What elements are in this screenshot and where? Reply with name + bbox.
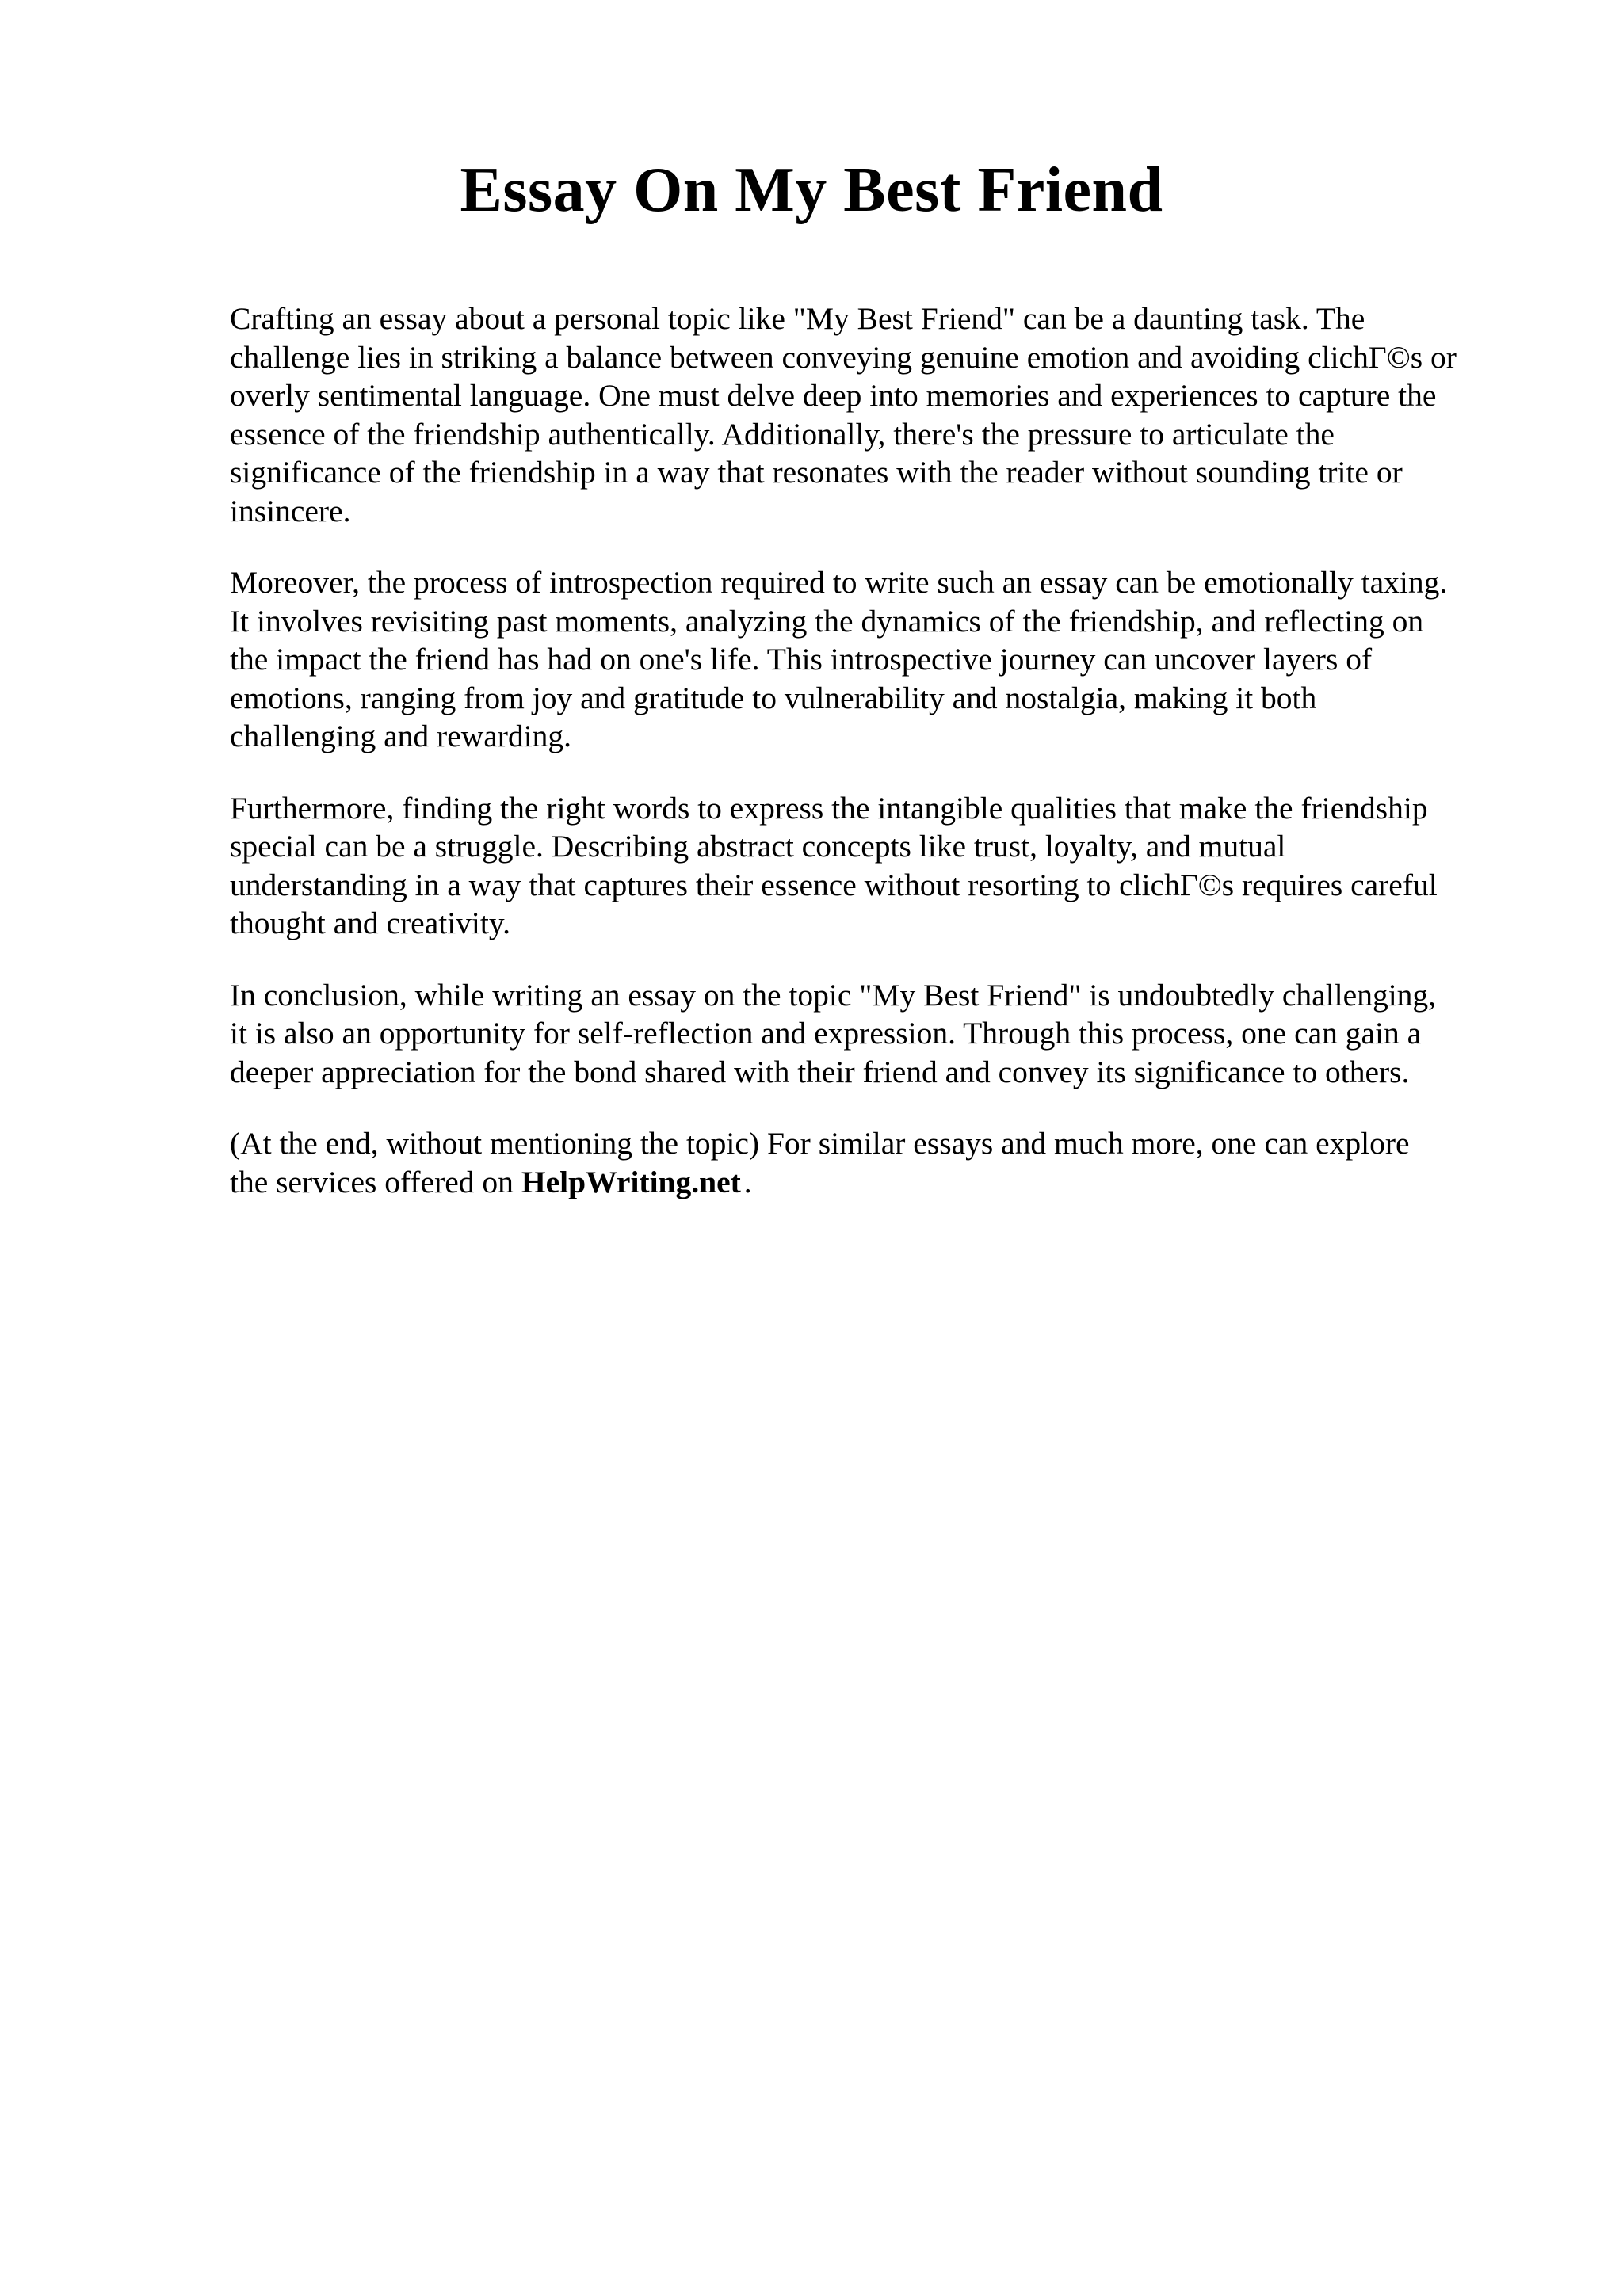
paragraph-line: Crafting an essay about a personal topic like "My Best Friend" can be a daunting task. The xyxy=(230,301,1365,336)
paragraph-line: challenging and rewarding. xyxy=(230,719,572,753)
document-body xyxy=(230,299,1514,1234)
paragraph-line: In conclusion, while writing an essay on the topic "My Best Friend" is undoubtedly challenging, xyxy=(230,977,1437,1013)
paragraph-line: insincere. xyxy=(230,493,351,528)
paragraph-line: thought and creativity. xyxy=(230,906,510,940)
closing-line: (At the end, without mentioning the topic) For similar essays and much more, one can explore xyxy=(230,1126,1410,1161)
paragraph-2 xyxy=(230,563,1514,756)
paragraph-line: Moreover, the process of introspection required to write such an essay can be emotionally taxing. xyxy=(230,565,1448,600)
paragraph-line: challenge lies in striking a balance between conveying genuine emotion and avoiding clichΓ©s or xyxy=(230,339,1457,375)
paragraph-line: It involves revisiting past moments, analyzing the dynamics of the friendship, and reflecting on xyxy=(230,603,1424,639)
closing-paragraph xyxy=(230,1124,1514,1201)
paragraph-4 xyxy=(230,976,1514,1092)
paragraph-line: the impact the friend has had on one's life. This introspective journey can uncover layers of xyxy=(230,642,1373,677)
paragraph-1 xyxy=(230,299,1514,530)
paragraph-line: special can be a struggle. Describing abstract concepts like trust, loyalty, and mutual xyxy=(230,829,1286,864)
paragraph-line: emotions, ranging from joy and gratitude to vulnerability and nostalgia, making it both xyxy=(230,680,1317,715)
paragraph-line: overly sentimental language. One must delve deep into memories and experiences to capture the xyxy=(230,378,1437,413)
helpwriting-link[interactable]: HelpWriting.net xyxy=(521,1164,741,1199)
closing-line-with-link xyxy=(230,1163,1514,1202)
paragraph-line: essence of the friendship authentically. Additionally, there's the pressure to articulate the xyxy=(230,416,1335,452)
paragraph-line: significance of the friendship in a way that resonates with the reader without sounding trite or xyxy=(230,455,1403,490)
paragraph-line: it is also an opportunity for self-reflection and expression. Through this process, one can gain a xyxy=(230,1016,1422,1051)
closing-prefix: the services offered on xyxy=(230,1164,514,1199)
document-title: Essay On My Best Friend xyxy=(460,155,1163,225)
paragraph-line: understanding in a way that captures their essence without resorting to clichΓ©s requires careful xyxy=(230,867,1438,902)
closing-suffix: . xyxy=(743,1164,752,1199)
paragraph-3 xyxy=(230,789,1514,943)
paragraph-line: Furthermore, finding the right words to express the intangible qualities that make the friendship xyxy=(230,790,1428,826)
paragraph-line: deeper appreciation for the bond shared with their friend and convey its significance to others. xyxy=(230,1054,1410,1089)
